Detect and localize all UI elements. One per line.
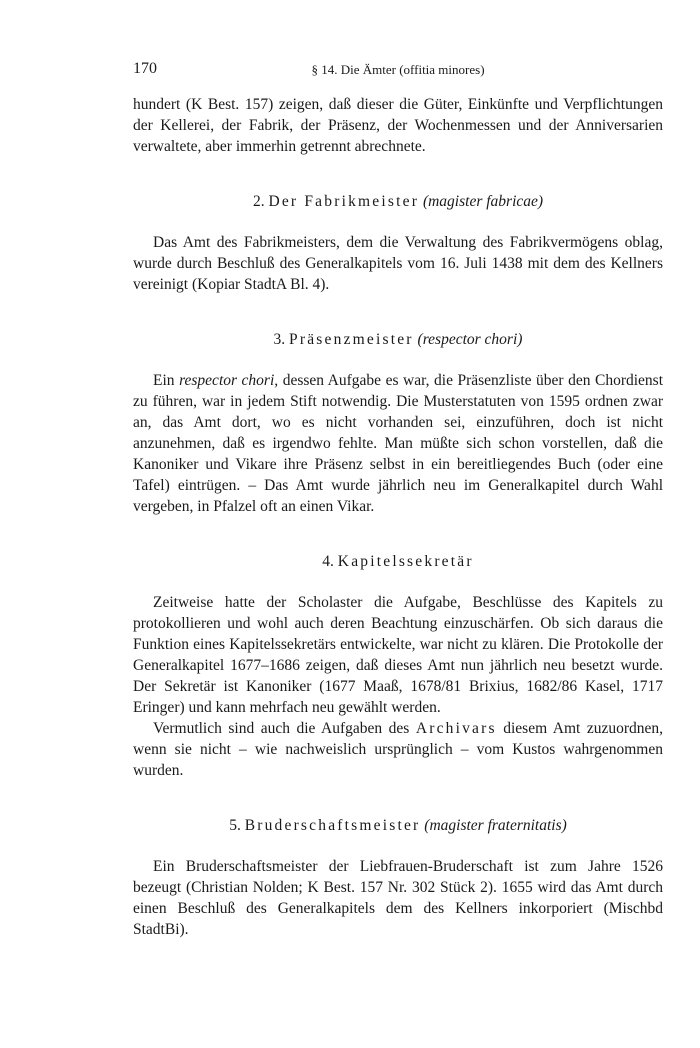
section-latin-title: (respector chori) <box>417 331 523 348</box>
section-paragraph <box>133 718 663 781</box>
paragraph-spaced-term: Archivars <box>415 720 497 737</box>
paragraph-text: diesem Amt zuzuordnen, wenn sie nicht – wie nachweislich ursprünglich – vom Kustos wahrgenommen wurden. <box>133 720 664 779</box>
section-paragraph: Ein Bruderschaftsmeister der Liebfrauen-Bruderschaft ist zum Jahre 1526 bezeugt (Christian Nolden; K Best. 157 Nr. 302 Stück 2). 1655 wird das Amt durch einen Beschluß des Generalkapitels dem des Kellners inkorporiert (Mischbd StadtBi). <box>133 858 663 938</box>
page-body <box>133 94 663 940</box>
section-title: Bruderschaftsmeister <box>244 817 421 834</box>
paragraph-italic-term: respector chori, <box>179 372 279 389</box>
section-number: 3. <box>273 331 286 348</box>
paragraph-lead: Ein <box>153 372 175 389</box>
intro-paragraph: hundert (K Best. 157) zeigen, daß dieser die Güter, Einkünfte und Verpflichtungen der Kellerei, der Fabrik, der Präsenz, der Wochenmessen und der Anniversarien verwaltete, aber immerhin getrennt abrechnete. <box>133 96 663 155</box>
section-heading-bruderschaftsmeister <box>133 815 663 836</box>
section-latin-title: (magister fraternitatis) <box>424 817 567 834</box>
section-number: 5. <box>229 817 241 834</box>
section-number: 2. <box>252 193 265 210</box>
section-heading-kapitelssekretaer <box>133 551 663 572</box>
page-number: 170 <box>133 60 157 77</box>
page-header <box>133 60 663 82</box>
section-title: Kapitelssekretär <box>337 553 474 570</box>
section-title: Der Fabrikmeister <box>268 193 420 210</box>
section-number: 4. <box>322 553 334 570</box>
section-paragraph: Das Amt des Fabrikmeisters, dem die Verwaltung des Fabrikvermögens oblag, wurde durch Beschluß des Generalkapitels vom 16. Juli 1438 mit dem des Kellners vereinigt (Kopiar StadtA Bl. 4). <box>133 234 663 293</box>
section-paragraph: Zeitweise hatte der Scholaster die Aufgabe, Beschlüsse des Kapitels zu protokollieren und wohl auch deren Beachtung einzuschärfen. Ob sich daraus die Funktion eines Kapitelssekretärs entwickelte, war nicht zu klären. Die Protokolle der Generalkapitel 1677–1686 zeigen, daß dieses Amt nun jährlich neu besetzt wurde. Der Sekretär ist Kanoniker (1677 Maaß, 1678/81 Brixius, 1682/86 Kasel, 1717 Eringer) und kann mehrfach neu gewählt werden. <box>133 594 663 716</box>
section-heading-fabrikmeister <box>133 191 663 212</box>
running-head: § 14. Die Ämter (offitia minores) <box>311 62 485 77</box>
section-paragraph <box>133 370 663 517</box>
paragraph-text: dessen Aufgabe es war, die Präsenzliste über den Chordienst zu führen, war in jedem Stift notwendig. Die Musterstatuten von 1595 ordnen zwar an, das Amt dort, wo es nicht vorhanden sei, einzuführen, doch ist nicht anzunehmen, daß es irgendwo fehlte. Man müßte sich schon vorstellen, daß die Kanoniker und Vikare ihre Präsenz selbst in ein bereitliegendes Buch (oder eine Tafel) eintrügen. – Das Amt wurde jährlich neu im Generalkapitel durch Wahl vergeben, in Pfalzel oft an einen Vikar. <box>133 372 664 515</box>
section-latin-title: (magister fabricae) <box>422 193 544 210</box>
section-title: Präsenzmeister <box>289 331 414 348</box>
paragraph-lead: Vermutlich sind auch die Aufgaben des <box>153 720 410 737</box>
section-heading-praesenzmeister <box>133 329 663 350</box>
